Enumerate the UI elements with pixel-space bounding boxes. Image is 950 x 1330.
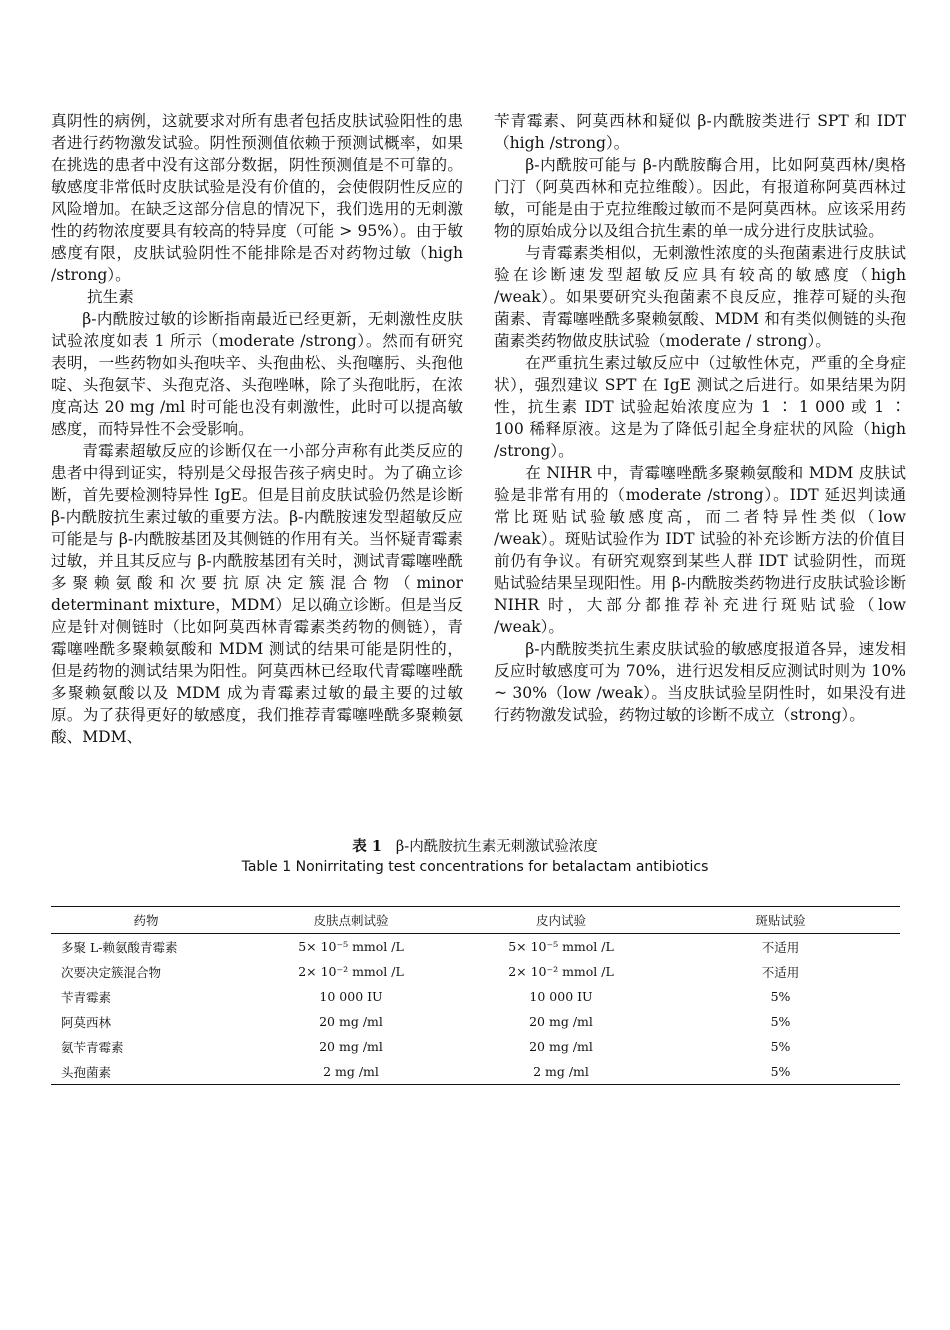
cell-drug: 苄青霉素 xyxy=(61,989,112,1005)
right-text-column xyxy=(494,110,906,726)
cell-skin-prick: 2 mg /ml xyxy=(323,1064,379,1079)
header-intradermal: 皮内试验 xyxy=(535,913,586,928)
table-title-zh: β-内酰胺抗生素无刺激试验浓度 xyxy=(395,839,598,855)
header-skin-prick: 皮肤点刺试验 xyxy=(313,913,389,928)
cell-drug: 次要决定簇混合物 xyxy=(61,964,162,980)
table-row xyxy=(51,984,900,1009)
paragraph: β-内酰胺可能与 β-内酰胺酶合用，比如阿莫西林/奥格门汀（阿莫西林和克拉维酸）。因此，有报道称阿莫西林过敏，可能是由于克拉维酸过敏而不是阿莫西林。应该采用药物的原始成分以及组合抗生素的单一成分进行皮肤试验。 xyxy=(494,156,906,240)
cell-intradermal: 2× 10⁻² mmol /L xyxy=(508,964,614,979)
table-label: 表 1 xyxy=(352,838,382,855)
paragraph: 在 NIHR 中，青霉噻唑酰多聚赖氨酸和 MDM 皮肤试验是非常有用的（moderate /strong）。IDT 延迟判读通常比斑贴试验敏感度高，而二者特异性类似（low /weak）。斑贴试验作为 IDT 试验的补充诊断方法的价值目前仍有争议。有研究观察到某些人群 IDT 试验阴性，而斑贴试验结果呈现阳性。用 β-内酰胺类药物进行皮肤试验诊断 NIHR 时，大部分都推荐补充进行斑贴试验（low /weak）。 xyxy=(494,464,906,636)
paragraph: 在严重抗生素过敏反应中（过敏性休克，严重的全身症状），强烈建议 SPT 在 IgE 测试之后进行。如果结果为阴性，抗生素 IDT 试验起始浓度应为 1 ∶ 1 000 或 1 ∶ 100 稀释原液。这是为了降低引起全身症状的风险（high /strong）。 xyxy=(494,354,906,460)
table-caption-en: Table 1 Nonirritating test concentrations for betalactam antibiotics xyxy=(241,859,709,875)
table-caption-zh xyxy=(0,837,950,857)
table-row xyxy=(51,934,900,960)
paragraph: 苄青霉素、阿莫西林和疑似 β-内酰胺类进行 SPT 和 IDT（high /strong）。 xyxy=(494,112,906,152)
header-drug: 药物 xyxy=(133,913,159,928)
table-row xyxy=(51,1034,900,1059)
cell-skin-prick: 2× 10⁻² mmol /L xyxy=(298,964,404,979)
table-row xyxy=(51,1009,900,1034)
left-text-column xyxy=(51,110,463,748)
table-row xyxy=(51,1059,900,1085)
table-header-row xyxy=(51,907,900,934)
concentration-table xyxy=(51,906,900,1085)
header-patch: 斑贴试验 xyxy=(755,913,806,928)
paragraph: β-内酰胺类抗生素皮肤试验的敏感度报道各异，速发相反应时敏感度可为 70%，进行迟发相反应测试时则为 10% ~ 30%（low /weak）。当皮肤试验呈阴性时，如果没有进行药物激发试验，药物过敏的诊断不成立（strong）。 xyxy=(494,640,906,724)
cell-patch: 5% xyxy=(770,1064,791,1079)
cell-intradermal: 5× 10⁻⁵ mmol /L xyxy=(508,939,614,954)
cell-patch: 5% xyxy=(770,1014,791,1029)
cell-patch: 不适用 xyxy=(761,939,800,955)
cell-drug: 多聚 L-赖氨酸青霉素 xyxy=(61,939,178,955)
cell-skin-prick: 5× 10⁻⁵ mmol /L xyxy=(298,939,404,954)
cell-skin-prick: 10 000 IU xyxy=(319,989,383,1004)
cell-intradermal: 20 mg /ml xyxy=(529,1014,593,1029)
cell-drug: 氨苄青霉素 xyxy=(61,1039,124,1055)
paragraph: 与青霉素类相似，无刺激性浓度的头孢菌素进行皮肤试验在诊断速发型超敏反应具有较高的敏感度（high /weak）。如果要研究头孢菌素不良反应，推荐可疑的头孢菌素、青霉噻唑酰多聚赖氨酸、MDM 和有类似侧链的头孢菌素类药物做皮肤试验（moderate / strong）。 xyxy=(494,244,906,350)
cell-drug: 头孢菌素 xyxy=(61,1064,112,1080)
paragraph: 真阴性的病例，这就要求对所有患者包括皮肤试验阳性的患者进行药物激发试验。阴性预测值依赖于预测试概率，如果在挑选的患者中没有这部分数据，阴性预测值是不可靠的。敏感度非常低时皮肤试验是没有价值的，会使假阴性反应的风险增加。在缺乏这部分信息的情况下，我们选用的无刺激性的药物浓度要具有较高的特异度（可能 > 95%）。由于敏感度有限，皮肤试验阴性不能排除是否对药物过敏（high /strong）。 xyxy=(51,112,463,284)
cell-intradermal: 20 mg /ml xyxy=(529,1039,593,1054)
section-heading-antibiotics: 抗生素 xyxy=(87,288,134,306)
cell-intradermal: 2 mg /ml xyxy=(533,1064,589,1079)
cell-skin-prick: 20 mg /ml xyxy=(319,1039,383,1054)
cell-patch: 5% xyxy=(770,989,791,1004)
paragraph: β-内酰胺过敏的诊断指南最近已经更新，无刺激性皮肤试验浓度如表 1 所示（moderate /strong）。然而有研究表明，一些药物如头孢呋辛、头孢曲松、头孢噻肟、头孢他啶、头孢氨苄、头孢克洛、头孢唑啉，除了头孢吡肟，在浓度高达 20 mg /ml 时可能也没有刺激性，此时可以提高敏感度，而特异性不会受影响。 xyxy=(51,310,463,438)
table-row xyxy=(51,959,900,984)
cell-patch: 不适用 xyxy=(761,964,800,980)
cell-skin-prick: 20 mg /ml xyxy=(319,1014,383,1029)
cell-drug: 阿莫西林 xyxy=(61,1014,112,1030)
cell-patch: 5% xyxy=(770,1039,791,1054)
paragraph: 青霉素超敏反应的诊断仅在一小部分声称有此类反应的患者中得到证实，特别是父母报告孩子病史时。为了确立诊断，首先要检测特异性 IgE。但是目前皮肤试验仍然是诊断 β-内酰胺抗生素过敏的重要方法。β-内酰胺速发型超敏反应可能是与 β-内酰胺基团及其侧链的作用有关。当怀疑青霉素过敏，并且其反应与 β-内酰胺基团有关时，测试青霉噻唑酰多聚赖氨酸和次要抗原决定簇混合物（minor determinant mixture，MDM）足以确立诊断。但是当反应是针对侧链时（比如阿莫西林青霉素类药物的侧链），青霉噻唑酰多聚赖氨酸和 MDM 测试的结果可能是阴性的，但是药物的测试结果为阳性。阿莫西林已经取代青霉噻唑酰多聚赖氨酸以及 MDM 成为青霉素过敏的最主要的过敏原。为了获得更好的敏感度，我们推荐青霉噻唑酰多聚赖氨酸、MDM、 xyxy=(51,442,463,746)
cell-intradermal: 10 000 IU xyxy=(529,989,593,1004)
